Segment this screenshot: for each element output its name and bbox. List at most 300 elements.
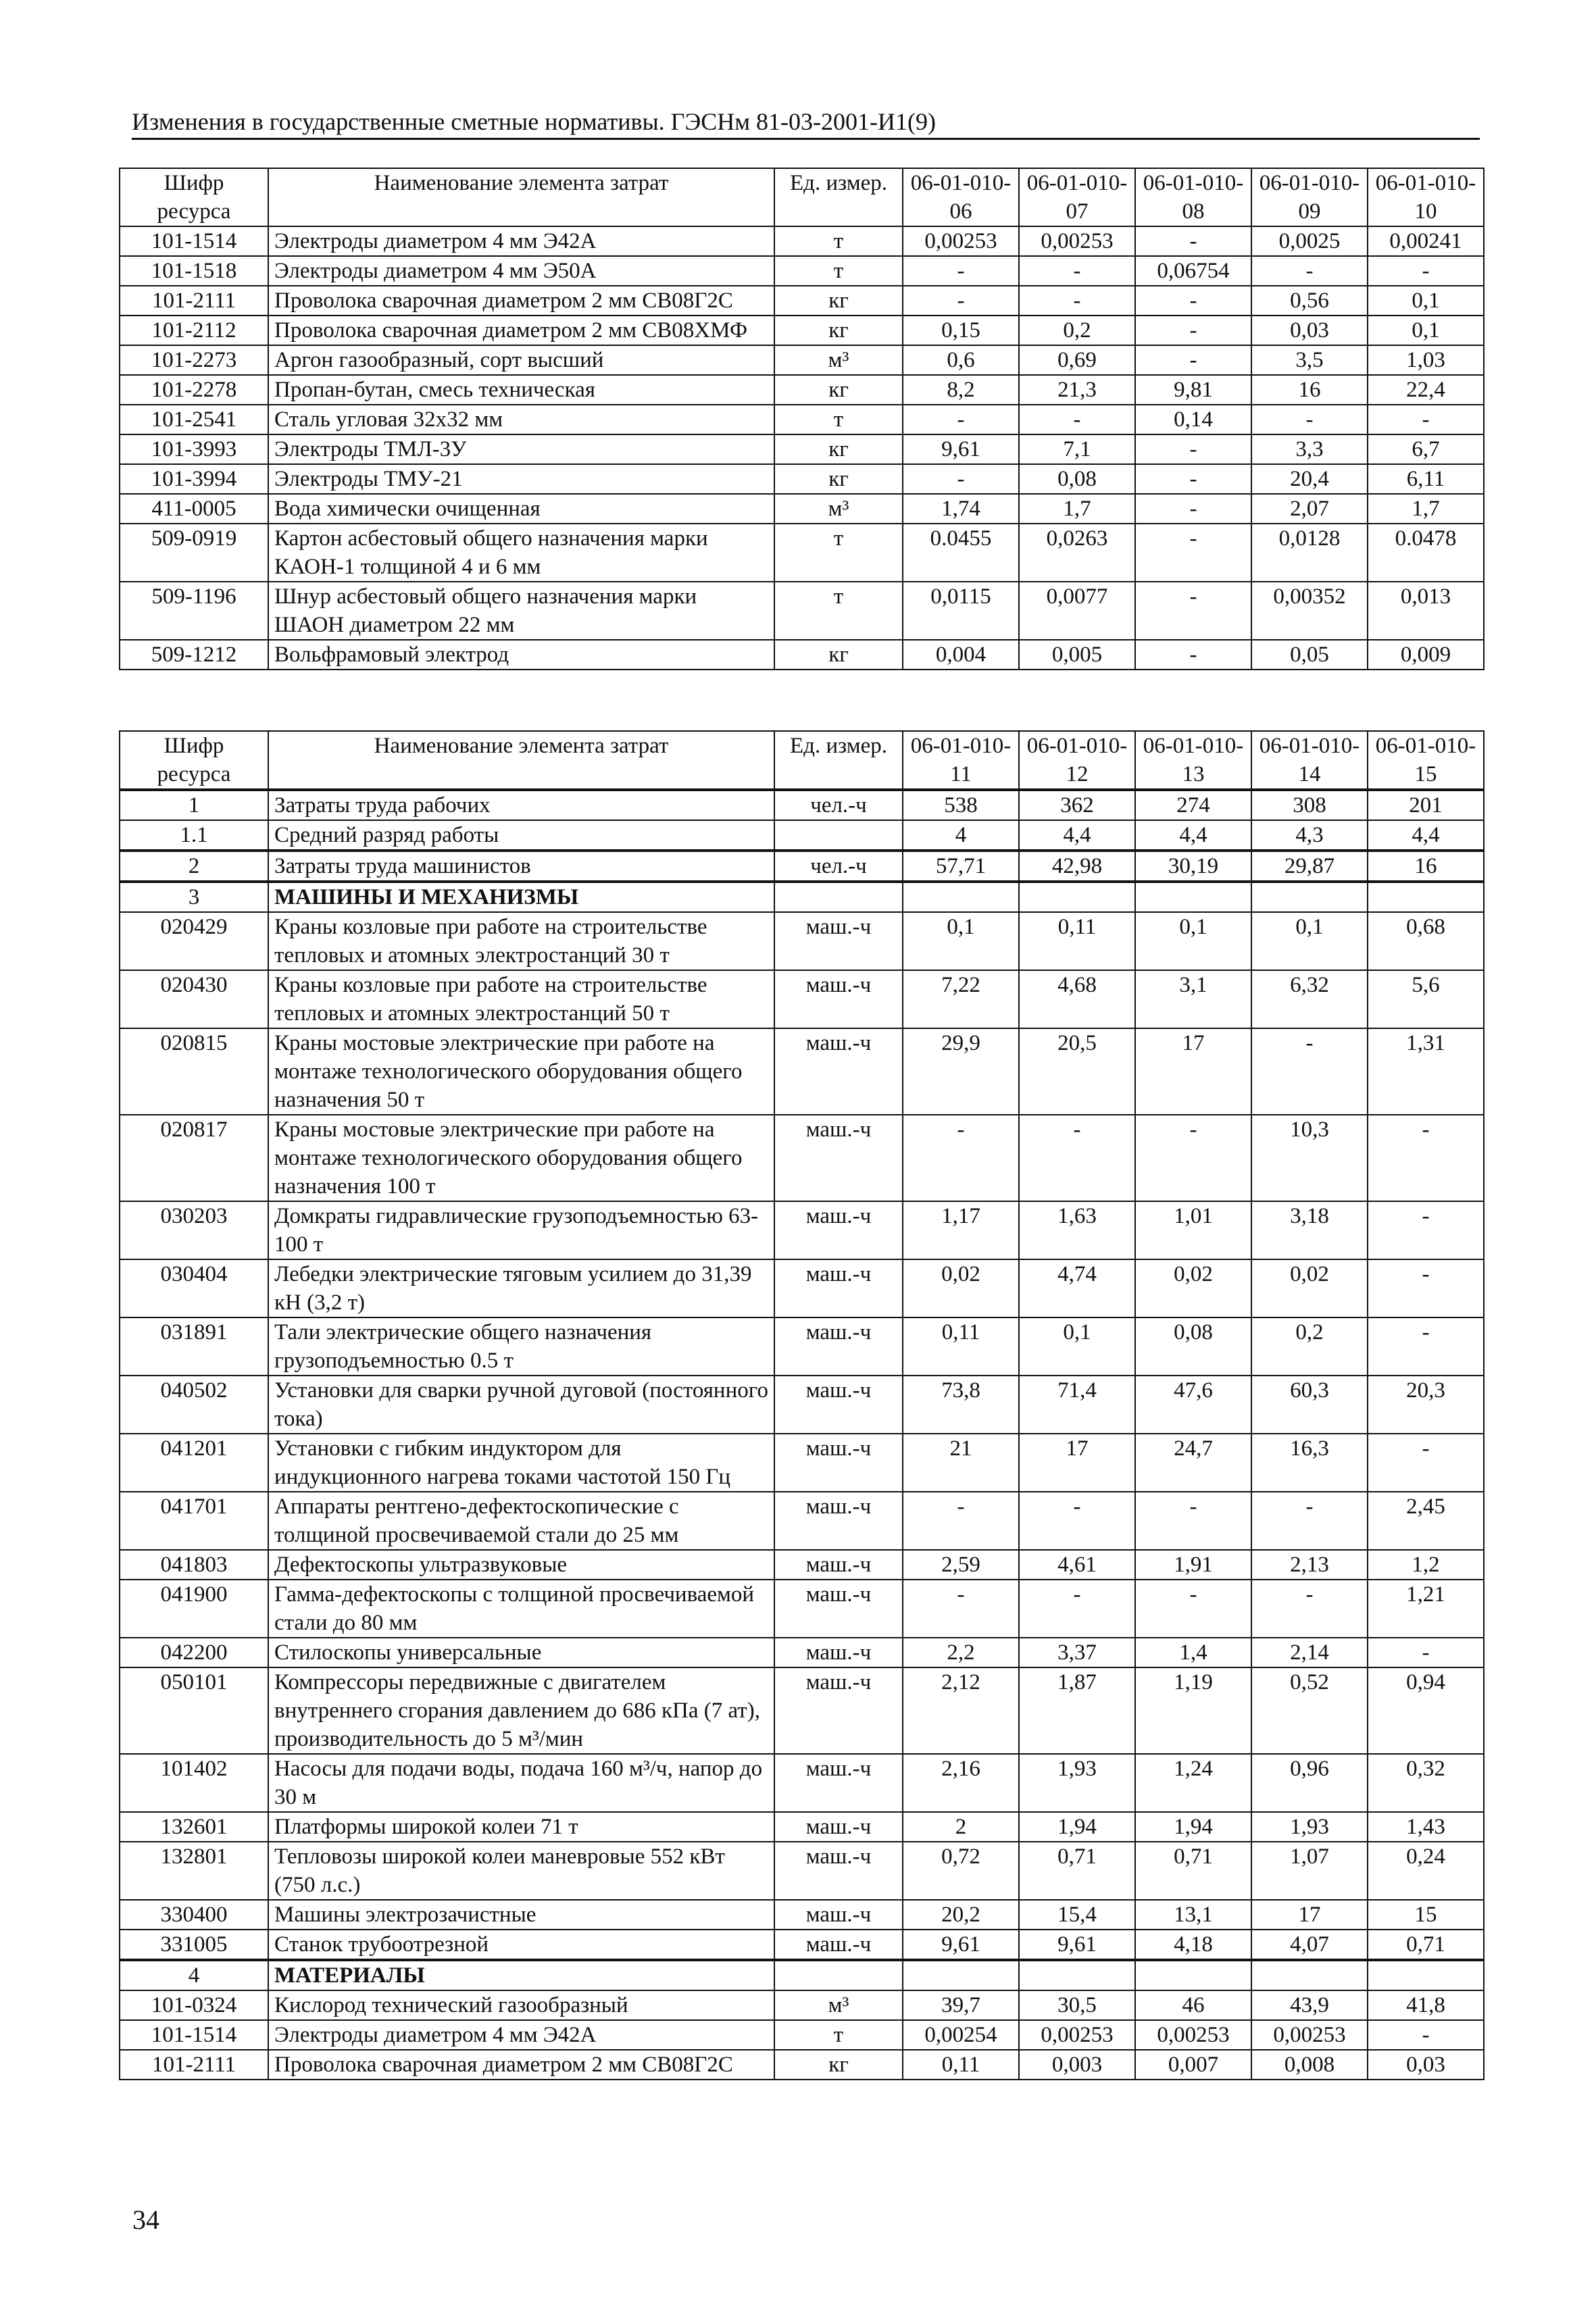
- value-cell: -: [1251, 1580, 1368, 1638]
- element-name: Тепловозы широкой колеи маневровые 552 кВт (750 л.с.): [268, 1842, 774, 1900]
- column-header: 06-01-010-10: [1368, 168, 1484, 226]
- value-cell: 0,005: [1019, 640, 1135, 670]
- unit: т: [774, 2020, 903, 2050]
- value-cell: 0,11: [1019, 912, 1135, 970]
- value-cell: -: [1135, 1492, 1251, 1550]
- value-cell: 0,00352: [1251, 582, 1368, 640]
- table-row: [120, 1580, 1484, 1638]
- resource-code: 041201: [120, 1434, 268, 1492]
- value-cell: 1,87: [1019, 1667, 1135, 1754]
- column-header: Ед. измер.: [774, 731, 903, 790]
- value-cell: 0,2: [1251, 1317, 1368, 1376]
- unit: маш.-ч: [774, 1580, 903, 1638]
- table-row: [120, 970, 1484, 1028]
- value-cell: 1,94: [1019, 1812, 1135, 1842]
- element-name: Гамма-дефектоскопы с толщиной просвечиваемой стали до 80 мм: [268, 1580, 774, 1638]
- value-cell: 0,03: [1368, 2050, 1484, 2080]
- element-name: Насосы для подачи воды, подача 160 м³/ч, напор до 30 м: [268, 1754, 774, 1812]
- value-cell: 0,0128: [1251, 524, 1368, 582]
- value-cell: 4: [903, 820, 1019, 851]
- value-cell: 39,7: [903, 1990, 1019, 2020]
- table-row: [120, 1960, 1484, 1990]
- value-cell: 0,6: [903, 345, 1019, 375]
- element-name: Тали электрические общего назначения грузоподъемностью 0.5 т: [268, 1317, 774, 1376]
- column-header: Наименование элемента затрат: [268, 731, 774, 790]
- resource-code: 101-0324: [120, 1990, 268, 2020]
- table-row: [120, 820, 1484, 851]
- element-name: Электроды диаметром 4 мм Э50А: [268, 256, 774, 286]
- value-cell: 4,61: [1019, 1550, 1135, 1580]
- value-cell: 57,71: [903, 851, 1019, 882]
- unit: кг: [774, 316, 903, 345]
- table-row: [120, 2020, 1484, 2050]
- resource-code: 101-1514: [120, 226, 268, 256]
- element-name: Средний разряд работы: [268, 820, 774, 851]
- value-cell: 20,5: [1019, 1028, 1135, 1115]
- column-header: Наименование элемента затрат: [268, 168, 774, 226]
- value-cell: -: [903, 256, 1019, 286]
- value-cell: -: [1251, 256, 1368, 286]
- value-cell: -: [1135, 316, 1251, 345]
- value-cell: 0,00254: [903, 2020, 1019, 2050]
- element-name: Электроды ТМЛ-3У: [268, 434, 774, 464]
- page-number: 34: [132, 2205, 159, 2235]
- value-cell: 5,6: [1368, 970, 1484, 1028]
- value-cell: 274: [1135, 790, 1251, 820]
- column-header: 06-01-010-12: [1019, 731, 1135, 790]
- element-name: Кислород технический газообразный: [268, 1990, 774, 2020]
- table-row: [120, 464, 1484, 494]
- unit: кг: [774, 464, 903, 494]
- element-name: Станок трубоотрезной: [268, 1930, 774, 1960]
- value-cell: 1,63: [1019, 1201, 1135, 1259]
- column-header: 06-01-010-13: [1135, 731, 1251, 790]
- value-cell: 3,1: [1135, 970, 1251, 1028]
- value-cell: [1368, 1960, 1484, 1990]
- value-cell: 0,0115: [903, 582, 1019, 640]
- value-cell: 1,07: [1251, 1842, 1368, 1900]
- value-cell: 21: [903, 1434, 1019, 1492]
- resource-code: 101-2273: [120, 345, 268, 375]
- element-name: Аргон газообразный, сорт высший: [268, 345, 774, 375]
- value-cell: -: [903, 1580, 1019, 1638]
- value-cell: 2,59: [903, 1550, 1019, 1580]
- value-cell: [1019, 1960, 1135, 1990]
- value-cell: 15: [1368, 1900, 1484, 1930]
- value-cell: 4,18: [1135, 1930, 1251, 1960]
- value-cell: 10,3: [1251, 1115, 1368, 1201]
- value-cell: -: [1135, 226, 1251, 256]
- value-cell: 0,00241: [1368, 226, 1484, 256]
- value-cell: 0,11: [903, 2050, 1019, 2080]
- resource-code: 101-3994: [120, 464, 268, 494]
- table-row: [120, 1550, 1484, 1580]
- value-cell: 0,1: [1135, 912, 1251, 970]
- value-cell: -: [903, 286, 1019, 316]
- value-cell: 0,03: [1251, 316, 1368, 345]
- resource-code: 041701: [120, 1492, 268, 1550]
- value-cell: 1,93: [1019, 1754, 1135, 1812]
- unit: т: [774, 256, 903, 286]
- table-row: [120, 1667, 1484, 1754]
- value-cell: 4,07: [1251, 1930, 1368, 1960]
- resource-code: 030404: [120, 1259, 268, 1317]
- value-cell: 0,0025: [1251, 226, 1368, 256]
- value-cell: 22,4: [1368, 375, 1484, 405]
- value-cell: 0,05: [1251, 640, 1368, 670]
- value-cell: 9,61: [903, 1930, 1019, 1960]
- value-cell: 0,14: [1135, 405, 1251, 434]
- column-header: Ед. измер.: [774, 168, 903, 226]
- value-cell: -: [1135, 494, 1251, 524]
- table-row: [120, 1990, 1484, 2020]
- value-cell: 9,61: [1019, 1930, 1135, 1960]
- table-row: [120, 1115, 1484, 1201]
- value-cell: 3,5: [1251, 345, 1368, 375]
- value-cell: 20,2: [903, 1900, 1019, 1930]
- resource-code: 101-1514: [120, 2020, 268, 2050]
- value-cell: 0,08: [1019, 464, 1135, 494]
- unit: маш.-ч: [774, 1550, 903, 1580]
- element-name: Сталь угловая 32х32 мм: [268, 405, 774, 434]
- value-cell: 6,11: [1368, 464, 1484, 494]
- value-cell: 0,96: [1251, 1754, 1368, 1812]
- value-cell: 1,4: [1135, 1638, 1251, 1667]
- unit: т: [774, 405, 903, 434]
- element-name: Пропан-бутан, смесь техническая: [268, 375, 774, 405]
- table-row: [120, 882, 1484, 912]
- value-cell: 2,12: [903, 1667, 1019, 1754]
- resource-code: 030203: [120, 1201, 268, 1259]
- unit: кг: [774, 640, 903, 670]
- value-cell: -: [1019, 1492, 1135, 1550]
- unit: чел.-ч: [774, 851, 903, 882]
- value-cell: 0,56: [1251, 286, 1368, 316]
- value-cell: -: [1251, 1492, 1368, 1550]
- resource-code: 330400: [120, 1900, 268, 1930]
- value-cell: -: [1019, 1580, 1135, 1638]
- unit: м³: [774, 345, 903, 375]
- table-row: [120, 286, 1484, 316]
- unit: маш.-ч: [774, 1376, 903, 1434]
- column-header: 06-01-010-07: [1019, 168, 1135, 226]
- unit: маш.-ч: [774, 1930, 903, 1960]
- table-row: [120, 1259, 1484, 1317]
- value-cell: 71,4: [1019, 1376, 1135, 1434]
- value-cell: 2,13: [1251, 1550, 1368, 1580]
- element-name: Электроды диаметром 4 мм Э42А: [268, 226, 774, 256]
- value-cell: 30,19: [1135, 851, 1251, 882]
- value-cell: 0,1: [1019, 1317, 1135, 1376]
- resource-code: 020817: [120, 1115, 268, 1201]
- table-row: [120, 375, 1484, 405]
- column-header: 06-01-010-09: [1251, 168, 1368, 226]
- table-row: [120, 494, 1484, 524]
- table-1-body: [120, 168, 1484, 670]
- resource-code: 509-0919: [120, 524, 268, 582]
- value-cell: 308: [1251, 790, 1368, 820]
- table-row: [120, 2050, 1484, 2080]
- table-row: [120, 582, 1484, 640]
- resource-code: 041803: [120, 1550, 268, 1580]
- unit: [774, 1960, 903, 1990]
- value-cell: 29,9: [903, 1028, 1019, 1115]
- unit: т: [774, 524, 903, 582]
- value-cell: 0,71: [1368, 1930, 1484, 1960]
- value-cell: 2,45: [1368, 1492, 1484, 1550]
- value-cell: -: [1368, 1434, 1484, 1492]
- value-cell: 1,7: [1368, 494, 1484, 524]
- unit: кг: [774, 375, 903, 405]
- value-cell: -: [1135, 524, 1251, 582]
- value-cell: 6,7: [1368, 434, 1484, 464]
- resource-code: 020429: [120, 912, 268, 970]
- value-cell: 0,004: [903, 640, 1019, 670]
- value-cell: 0,1: [1368, 316, 1484, 345]
- value-cell: 0,68: [1368, 912, 1484, 970]
- value-cell: -: [1135, 1580, 1251, 1638]
- value-cell: 17: [1251, 1900, 1368, 1930]
- value-cell: 7,22: [903, 970, 1019, 1028]
- value-cell: 201: [1368, 790, 1484, 820]
- value-cell: 9,61: [903, 434, 1019, 464]
- table-row: [120, 226, 1484, 256]
- value-cell: 0,00253: [1019, 226, 1135, 256]
- element-name: Платформы широкой колеи 71 т: [268, 1812, 774, 1842]
- value-cell: 0.0478: [1368, 524, 1484, 582]
- value-cell: 0,013: [1368, 582, 1484, 640]
- value-cell: 0,02: [1135, 1259, 1251, 1317]
- element-name: Затраты труда рабочих: [268, 790, 774, 820]
- table-row: [120, 316, 1484, 345]
- value-cell: 15,4: [1019, 1900, 1135, 1930]
- table-header-row: [120, 731, 1484, 790]
- value-cell: 16: [1368, 851, 1484, 882]
- value-cell: 20,4: [1251, 464, 1368, 494]
- value-cell: 2,16: [903, 1754, 1019, 1812]
- table-row: [120, 405, 1484, 434]
- value-cell: 4,4: [1019, 820, 1135, 851]
- element-name: Электроды ТМУ-21: [268, 464, 774, 494]
- unit: [774, 882, 903, 912]
- resource-code: 3: [120, 882, 268, 912]
- value-cell: 1,21: [1368, 1580, 1484, 1638]
- resource-code: 031891: [120, 1317, 268, 1376]
- value-cell: [903, 882, 1019, 912]
- value-cell: [1135, 882, 1251, 912]
- unit: маш.-ч: [774, 1638, 903, 1667]
- value-cell: 0,08: [1135, 1317, 1251, 1376]
- unit: маш.-ч: [774, 1754, 903, 1812]
- table-row: [120, 1930, 1484, 1960]
- table-row: [120, 524, 1484, 582]
- table-row: [120, 1492, 1484, 1550]
- table-header-row: [120, 168, 1484, 226]
- column-header: 06-01-010-11: [903, 731, 1019, 790]
- value-cell: 20,3: [1368, 1376, 1484, 1434]
- unit: маш.-ч: [774, 1492, 903, 1550]
- element-name: Машины электрозачистные: [268, 1900, 774, 1930]
- value-cell: 1,91: [1135, 1550, 1251, 1580]
- value-cell: 0,02: [903, 1259, 1019, 1317]
- value-cell: 0,008: [1251, 2050, 1368, 2080]
- element-name: Стилоскопы универсальные: [268, 1638, 774, 1667]
- column-header: Шифр ресурса: [120, 731, 268, 790]
- element-name: Краны мостовые электрические при работе на монтаже технологического оборудования общего назначения 100 т: [268, 1115, 774, 1201]
- value-cell: 1,7: [1019, 494, 1135, 524]
- element-name: Установки для сварки ручной дуговой (постоянного тока): [268, 1376, 774, 1434]
- value-cell: -: [1135, 1115, 1251, 1201]
- table-row: [120, 1028, 1484, 1115]
- value-cell: 0,1: [1251, 912, 1368, 970]
- value-cell: 24,7: [1135, 1434, 1251, 1492]
- value-cell: 0.0455: [903, 524, 1019, 582]
- value-cell: -: [1135, 345, 1251, 375]
- element-name: Краны мостовые электрические при работе на монтаже технологического оборудования общего назначения 50 т: [268, 1028, 774, 1115]
- element-name: Дефектоскопы ультразвуковые: [268, 1550, 774, 1580]
- element-name: Проволока сварочная диаметром 2 мм СВ08ХМФ: [268, 316, 774, 345]
- table-row: [120, 912, 1484, 970]
- unit: маш.-ч: [774, 970, 903, 1028]
- table-row: [120, 1201, 1484, 1259]
- table-row: [120, 1638, 1484, 1667]
- value-cell: 9,81: [1135, 375, 1251, 405]
- resource-code: 101-2111: [120, 2050, 268, 2080]
- resource-code: 331005: [120, 1930, 268, 1960]
- value-cell: -: [1251, 1028, 1368, 1115]
- value-cell: 0,06754: [1135, 256, 1251, 286]
- table-row: [120, 1317, 1484, 1376]
- value-cell: 4,4: [1135, 820, 1251, 851]
- value-cell: 0,007: [1135, 2050, 1251, 2080]
- unit: маш.-ч: [774, 912, 903, 970]
- element-name: Домкраты гидравлические грузоподъемностью 63-100 т: [268, 1201, 774, 1259]
- element-name: Проволока сварочная диаметром 2 мм СВ08Г2С: [268, 2050, 774, 2080]
- page-header: Изменения в государственные сметные нормативы. ГЭСНм 81-03-2001-И1(9): [132, 107, 1480, 140]
- value-cell: 1,93: [1251, 1812, 1368, 1842]
- resource-code: 101-2112: [120, 316, 268, 345]
- value-cell: 362: [1019, 790, 1135, 820]
- unit: маш.-ч: [774, 1028, 903, 1115]
- resource-table-1: [119, 168, 1485, 670]
- table-row: [120, 434, 1484, 464]
- resource-code: 2: [120, 851, 268, 882]
- unit: маш.-ч: [774, 1259, 903, 1317]
- value-cell: 3,18: [1251, 1201, 1368, 1259]
- unit: маш.-ч: [774, 1900, 903, 1930]
- value-cell: 0,15: [903, 316, 1019, 345]
- value-cell: -: [903, 1115, 1019, 1201]
- value-cell: 0,2: [1019, 316, 1135, 345]
- value-cell: 4,74: [1019, 1259, 1135, 1317]
- value-cell: [1251, 1960, 1368, 1990]
- value-cell: 0,00253: [1251, 2020, 1368, 2050]
- value-cell: 0,00253: [903, 226, 1019, 256]
- value-cell: -: [1251, 405, 1368, 434]
- value-cell: 1,2: [1368, 1550, 1484, 1580]
- element-name: Установки с гибким индуктором для индукционного нагрева токами частотой 150 Гц: [268, 1434, 774, 1492]
- element-name: Аппараты рентгено-дефектоскопические с толщиной просвечиваемой стали до 25 мм: [268, 1492, 774, 1550]
- value-cell: [1251, 882, 1368, 912]
- value-cell: 0,52: [1251, 1667, 1368, 1754]
- value-cell: 1,03: [1368, 345, 1484, 375]
- resource-code: 042200: [120, 1638, 268, 1667]
- value-cell: 1,31: [1368, 1028, 1484, 1115]
- value-cell: 0,0263: [1019, 524, 1135, 582]
- table-row: [120, 851, 1484, 882]
- element-name: Вода химически очищенная: [268, 494, 774, 524]
- value-cell: -: [903, 1492, 1019, 1550]
- unit: т: [774, 226, 903, 256]
- value-cell: -: [903, 464, 1019, 494]
- resource-code: 509-1196: [120, 582, 268, 640]
- value-cell: 1,94: [1135, 1812, 1251, 1842]
- unit: маш.-ч: [774, 1201, 903, 1259]
- value-cell: 0,32: [1368, 1754, 1484, 1812]
- value-cell: 1,19: [1135, 1667, 1251, 1754]
- unit: кг: [774, 286, 903, 316]
- unit: м³: [774, 494, 903, 524]
- value-cell: 0,94: [1368, 1667, 1484, 1754]
- unit: кг: [774, 2050, 903, 2080]
- value-cell: -: [1019, 256, 1135, 286]
- resource-code: 4: [120, 1960, 268, 1990]
- table-2-body: [120, 731, 1484, 2080]
- value-cell: 1,01: [1135, 1201, 1251, 1259]
- value-cell: -: [1019, 1115, 1135, 1201]
- unit: кг: [774, 434, 903, 464]
- value-cell: 17: [1019, 1434, 1135, 1492]
- value-cell: 4,4: [1368, 820, 1484, 851]
- value-cell: -: [1368, 1317, 1484, 1376]
- table-row: [120, 256, 1484, 286]
- table-row: [120, 1434, 1484, 1492]
- value-cell: 17: [1135, 1028, 1251, 1115]
- value-cell: 0,24: [1368, 1842, 1484, 1900]
- value-cell: 0,00253: [1135, 2020, 1251, 2050]
- value-cell: -: [1368, 1115, 1484, 1201]
- resource-code: 020430: [120, 970, 268, 1028]
- resource-code: 101-1518: [120, 256, 268, 286]
- unit: чел.-ч: [774, 790, 903, 820]
- value-cell: 0,0077: [1019, 582, 1135, 640]
- resource-table-2: [119, 730, 1485, 2080]
- unit: маш.-ч: [774, 1115, 903, 1201]
- resource-code: 101-2541: [120, 405, 268, 434]
- value-cell: 1,17: [903, 1201, 1019, 1259]
- value-cell: [1135, 1960, 1251, 1990]
- value-cell: 21,3: [1019, 375, 1135, 405]
- value-cell: 0,72: [903, 1842, 1019, 1900]
- table-row: [120, 1900, 1484, 1930]
- resource-code: 509-1212: [120, 640, 268, 670]
- value-cell: 16: [1251, 375, 1368, 405]
- element-name: Электроды диаметром 4 мм Э42А: [268, 2020, 774, 2050]
- value-cell: 13,1: [1135, 1900, 1251, 1930]
- unit: маш.-ч: [774, 1667, 903, 1754]
- value-cell: -: [1135, 640, 1251, 670]
- value-cell: 0,71: [1135, 1842, 1251, 1900]
- value-cell: 73,8: [903, 1376, 1019, 1434]
- value-cell: 0,69: [1019, 345, 1135, 375]
- column-header: 06-01-010-08: [1135, 168, 1251, 226]
- resource-code: 040502: [120, 1376, 268, 1434]
- value-cell: 60,3: [1251, 1376, 1368, 1434]
- resource-code: 132801: [120, 1842, 268, 1900]
- value-cell: 8,2: [903, 375, 1019, 405]
- unit: маш.-ч: [774, 1434, 903, 1492]
- column-header: Шифр ресурса: [120, 168, 268, 226]
